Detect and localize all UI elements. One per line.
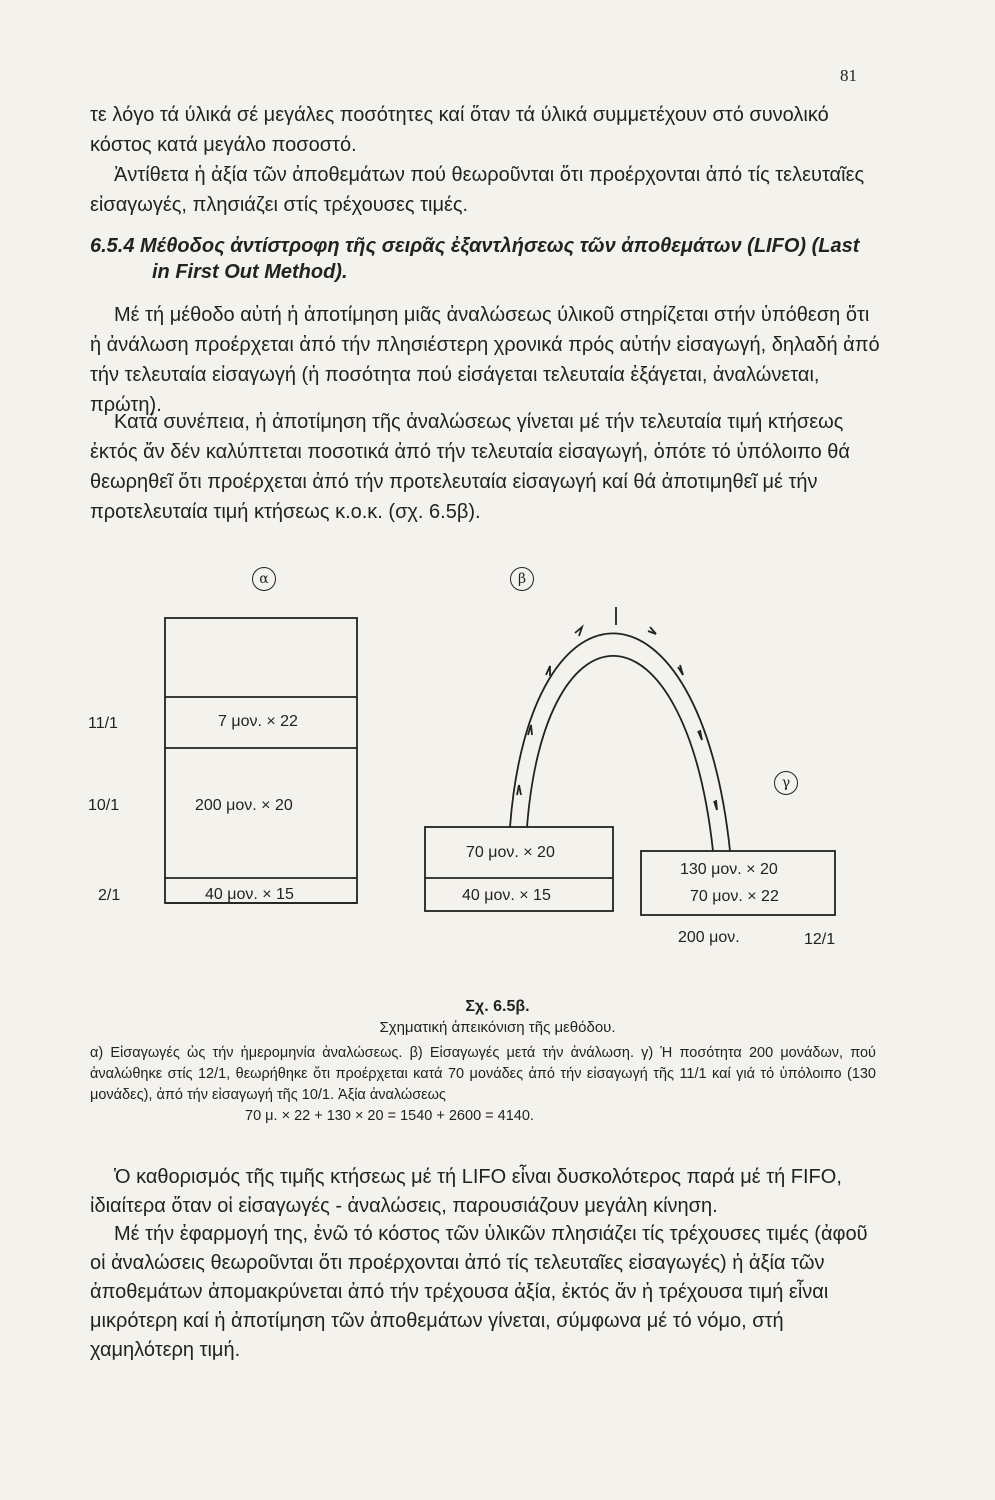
caption-body-text: α) Εἰσαγωγές ὡς τήν ἡμερομηνία ἀναλώσεως. β) Εἰσαγωγές μετά τήν ἀνάλωση. γ) Ἡ ποσότητα 200 μονάδων, πού ἀναλώθηκε στίς 12/1, θεωρήθηκε ὅτι προέρχεται κατά 70 μονάδες ἀπό τήν εἰσαγωγή τῆς 11/1 καί γιά τό ὑπόλοιπο (130 μονάδες), ἀπό τήν εἰσαγωγή τῆς 10/1. Ἀξία ἀναλώσεως <box>90 1045 876 1103</box>
caption-formula: 70 μ. × 22 + 130 × 20 = 1540 + 2600 = 4140. <box>245 1108 534 1124</box>
paragraph-6: Μέ τήν ἐφαρμογή της, ἐνῶ τό κόστος τῶν ὑλικῶν πλησιάζει τίς τρέχουσες τιμές (ἀφοῦ οἱ ἀναλώσεις θεωροῦνται ὅτι προέρχονται ἀπό τίς τελευταῖες εἰσαγωγές) ἡ ἀξία τῶν ἀποθεμάτων ἀπομακρύνεται ἀπό τήν τρέχουσα ἀξία, ἐκτός ἄν ἡ τρέχουσα τιμή εἶναι μικρότερη καί ἡ ἀποτίμηση τῶν ἀποθεμάτων γίνεται, σύμφωνα μέ τό νόμο, στή χαμηλότερη τιμή. <box>90 1223 868 1361</box>
stack-a-top-label: 7 μον. × 22 <box>218 713 298 730</box>
stack-a-bot-label: 40 μον. × 15 <box>205 886 294 903</box>
heading-line-2: in First Out Method). <box>152 261 348 283</box>
label-circle-b: β <box>510 567 534 591</box>
arc-outer <box>510 633 730 851</box>
arc-arrow-5 <box>648 627 656 634</box>
page-number: 81 <box>840 66 857 85</box>
arc-inner <box>527 656 713 851</box>
stack-c-line-1: 130 μον. × 20 <box>680 861 778 878</box>
figure-caption-subtitle: Σχηματική ἀπεικόνιση τῆς μεθόδου. <box>379 1019 616 1036</box>
date-2-1: 2/1 <box>98 887 121 904</box>
paragraph-5: Ὁ καθορισμός τῆς τιμῆς κτήσεως μέ τή LIFO εἶναι δυσκολότερος παρά μέ τή FIFO, ἰδιαίτερα ὅταν οἱ εἰσαγωγές - ἀναλώσεις, παρουσιάζουν μεγάλη κίνηση. <box>90 1166 842 1217</box>
stack-c-total: 200 μον. <box>678 929 740 946</box>
arc-arrow-8 <box>714 800 717 810</box>
date-10-1: 10/1 <box>88 797 120 814</box>
arc-arrow-3 <box>546 666 550 676</box>
stack-b-top-label: 70 μον. × 20 <box>466 844 555 861</box>
section-heading <box>90 233 890 285</box>
paragraph-4: Κατά συνέπεια, ἡ ἀποτίμηση τῆς ἀναλώσεως γίνεται μέ τήν τελευταία τιμή κτήσεως ἐκτός ἄν δέν καλύπτεται ποσοτικά ἀπό τήν τελευταία εἰσαγωγή, ὁπότε τό ὑπόλοιπο θά θεωρηθεῖ ὅτι προέρχεται ἀπό τήν προτελευταία εἰσαγωγή καί θά ἀποτιμηθεῖ μέ τήν προτελευταία τιμή κτήσεως κ.ο.κ. (σχ. 6.5β). <box>90 411 850 523</box>
label-circle-a: α <box>252 567 276 591</box>
paragraph-2: Ἀντίθετα ἡ ἀξία τῶν ἀποθεμάτων πού θεωροῦνται ὅτι προέρχονται ἀπό τίς τελευταῖες εἰσαγωγές, πλησιάζει στίς τρέχουσες τιμές. <box>90 164 865 216</box>
paragraph-1: τε λόγο τά ύλικά σέ μεγάλες ποσότητες καί ὅταν τά ύλικά συμμετέχουν στό συνολικό κόστος κατά μεγάλο ποσοστό. <box>90 104 829 156</box>
stack-b-bot-label: 40 μον. × 15 <box>462 887 551 904</box>
figure-caption-body <box>90 1043 876 1127</box>
stack-c-line-2: 70 μον. × 22 <box>690 888 779 905</box>
arc-arrow-7 <box>698 730 702 740</box>
heading-line-1: 6.5.4 Μέθοδος ἀντίστροφη τῆς σειρᾶς ἐξαντλήσεως τῶν ἀποθεμάτων (LIFO) (Last <box>90 235 860 257</box>
paragraph-3: Μέ τή μέθοδο αὐτή ἡ ἀποτίμηση μιᾶς ἀναλώσεως ύλικοῦ στηρίζεται στήν ὑπόθεση ὅτι ἡ ἀνάλωση προέρχεται ἀπό τήν πλησιέστερη χρονικά πρός αὐτήν εἰσαγωγή, δηλαδή ἀπό τήν τελευταία εἰσαγωγή (ἡ ποσότητα πού εἰσάγεται τελευταία ἐξάγεται, ἀναλώνεται, πρώτη). <box>90 304 880 416</box>
date-11-1: 11/1 <box>88 715 118 732</box>
arc-arrow-4 <box>575 627 582 636</box>
arc-arrow-6 <box>678 665 683 675</box>
figure-caption-title: Σχ. 6.5β. <box>465 998 530 1015</box>
arc-arrow-1 <box>517 785 521 795</box>
label-circle-c: γ <box>774 771 798 795</box>
stack-a-mid-label: 200 μον. × 20 <box>195 797 293 814</box>
stack-a-outline <box>165 618 357 903</box>
date-12-1: 12/1 <box>804 931 836 948</box>
figure-6-5b <box>0 555 995 955</box>
